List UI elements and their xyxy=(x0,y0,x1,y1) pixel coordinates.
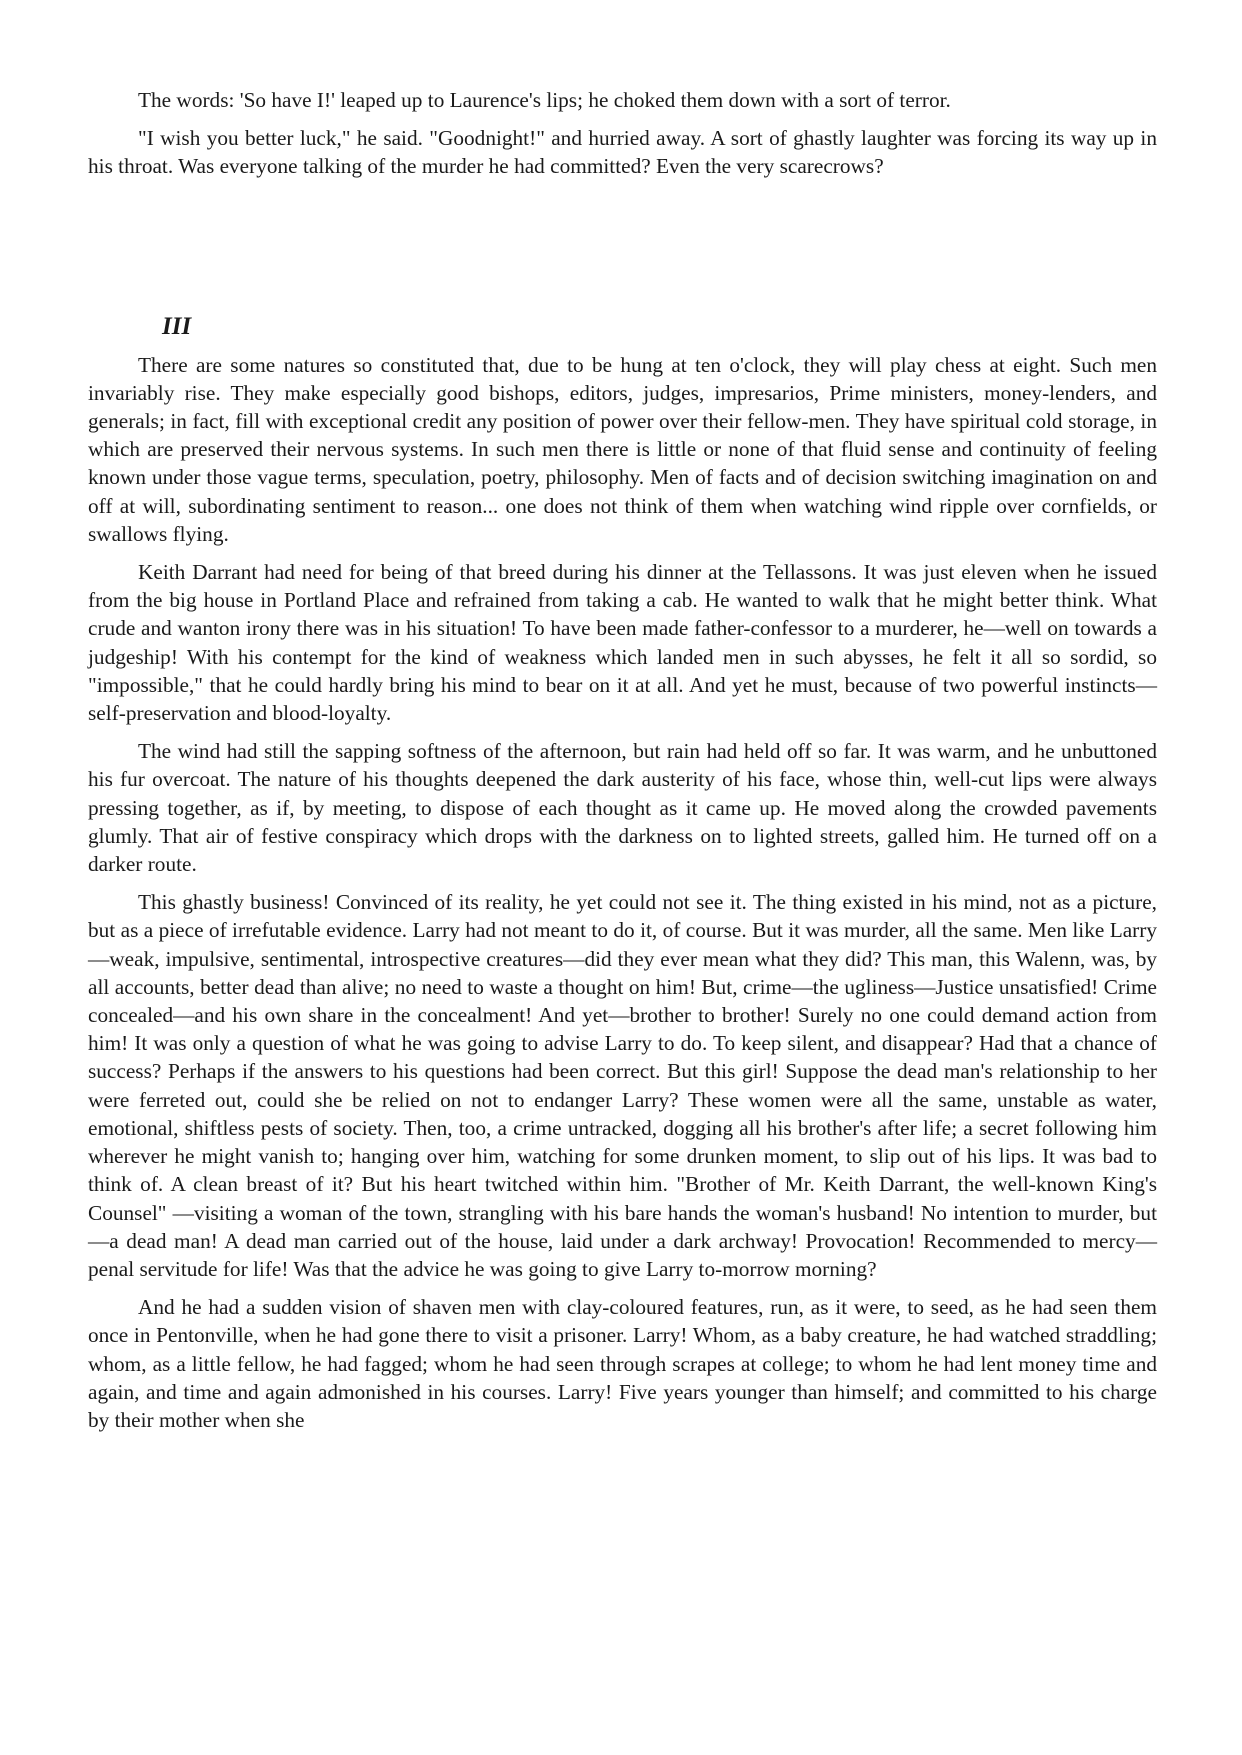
paragraph-goodnight: "I wish you better luck," he said. "Goodnight!" and hurried away. A sort of ghastly laughter was forcing its way up in his throat. Was everyone talking of the murder he had committed? Even the very scarecrows? xyxy=(88,126,1157,179)
paragraph-laurence-lips: The words: 'So have I!' leaped up to Laurence's lips; he choked them down with a sort of terror. xyxy=(138,88,951,112)
paragraph-natures: There are some natures so constituted that, due to be hung at ten o'clock, they will play chess at eight. Such men invariably rise. They make especially good bishops, editors, judges, impresarios, Prime ministers, money-lenders, and generals; in fact, fill with exceptional credit any position of power over their fellow-men. They have spiritual cold storage, in which are preserved their nervous systems. In such men there is little or none of that fluid sense and continuity of feeling known under those vague terms, speculation, poetry, philosophy. Men of facts and of decision switching imagination on and off at will, subordinating sentiment to reason... one does not think of them when watching wind ripple over cornfields, or swallows flying. xyxy=(88,352,1157,546)
paragraph-wind: The wind had still the sapping softness of the afternoon, but rain had held off so far. It was warm, and he unbuttoned his fur overcoat. The nature of his thoughts deepened the dark austerity of his face, whose thin, well-cut lips were always pressing together, as if, by meeting, to dispose of each thought as it came up. He moved along the crowded pavements glumly. That air of festive conspiracy which drops with the darkness on to lighted streets, galled him. He turned off on a darker route. xyxy=(88,739,1157,877)
paragraph-ghastly-business: This ghastly business! Convinced of its reality, he yet could not see it. The thing existed in his mind, not as a picture, but as a piece of irrefutable evidence. Larry had not meant to do it, of course. But it was murder, all the same. Men like Larry—weak, impulsive, sentimental, introspective creatures—did they ever mean what they did? This man, this Walenn, was, by all accounts, better dead than alive; no need to waste a thought on him! But, crime—the ugliness—Justice unsatisfied! Crime concealed—and his own share in the concealment! And yet—brother to brother! Surely no one could demand action from him! It was only a question of what he was going to advise Larry to do. To keep silent, and disappear? Had that a chance of success? Perhaps if the answers to his questions had been correct. But this girl! Suppose the dead man's relationship to her were ferreted out, could she be relied on not to endanger Larry? These women were all the same, unstable as water, emotional, shiftless pests of society. Then, too, a crime untracked, dogging all his brother's after life; a secret following him wherever he might vanish to; hanging over him, watching for some drunken moment, to slip out of his lips. It was bad to think of. A clean breast of it? But his heart twitched within him. "Brother of Mr. Keith Darrant, the well-known King's Counsel" —visiting a woman of the town, strangling with his bare hands the woman's husband! No intention to murder, but—a dead man! A dead man carried out of the house, laid under a dark archway! Provocation! Recommended to mercy—penal servitude for life! Was that the advice he was going to give Larry to-morrow morning? xyxy=(88,890,1157,1281)
paragraph-vision: And he had a sudden vision of shaven men with clay-coloured features, run, as it were, to seed, as he had seen them once in Pentonville, when he had gone there to visit a prisoner. Larry! Whom, as a baby creature, he had watched straddling; whom, as a little fellow, he had fagged; whom he had seen through scrapes at college; to whom he had lent money time and again, and time and again admonished in his courses. Larry! Five years younger than himself; and committed to his charge by their mother when she xyxy=(88,1295,1157,1432)
paragraph-keith-darrant: Keith Darrant had need for being of that breed during his dinner at the Tellassons. It was just eleven when he issued from the big house in Portland Place and refrained from taking a cab. He wanted to walk that he might better think. What crude and wanton irony there was in his situation! To have been made father-confessor to a murderer, he—well on towards a judgeship! With his contempt for the kind of weakness which landed men in such abysses, he felt it all so sordid, so "impossible," that he could hardly bring his mind to bear on it at all. And yet he must, because of two powerful instincts—self-preservation and blood-loyalty. xyxy=(88,560,1157,726)
chapter-heading: III xyxy=(162,312,192,340)
page-body xyxy=(88,86,1157,1444)
section-gap xyxy=(88,191,1157,311)
